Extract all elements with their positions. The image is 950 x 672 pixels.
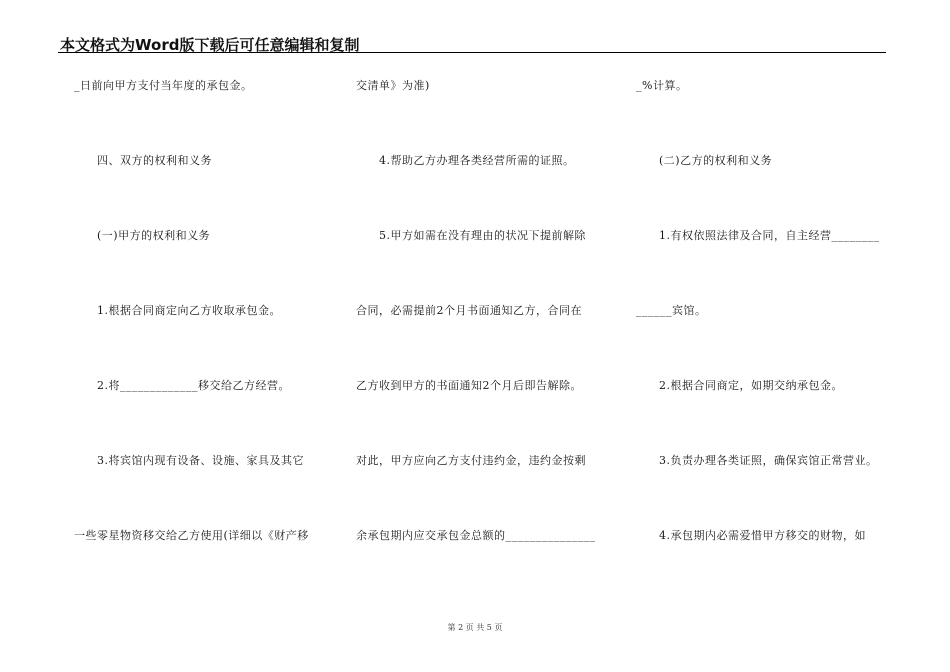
text-line: 1.根据合同商定向乙方收取承包金。 (74, 304, 281, 317)
text-line: 2.根据合同商定，如期交纳承包金。 (636, 379, 843, 392)
text-line: 3.负责办理各类证照，确保宾馆正常营业。 (636, 454, 878, 467)
document-header-title: 本文格式为Word版下载后可任意编辑和复制 (60, 36, 360, 54)
text-line: 5.甲方如需在没有理由的状况下提前解除 (356, 229, 586, 242)
header-rule (58, 52, 886, 53)
text-line: (一)甲方的权利和义务 (74, 229, 211, 242)
text-line: ______宾馆。 (636, 304, 707, 317)
text-line: 3.将宾馆内现有设备、设施、家具及其它 (74, 454, 304, 467)
text-line: _%计算。 (636, 79, 688, 92)
text-line: (二)乙方的权利和义务 (636, 154, 773, 167)
text-line: 乙方收到甲方的书面通知2个月后即告解除。 (356, 379, 582, 392)
page-number-footer: 第 2 页 共 5 页 (447, 623, 503, 632)
text-line: 2.将_____________移交给乙方经营。 (74, 379, 290, 392)
text-line: 4.承包期内必需爱惜甲方移交的财物，如 (636, 529, 866, 542)
text-line: 交清单》为准) (356, 79, 430, 92)
text-line: 余承包期内应交承包金总额的_______________ (356, 529, 596, 542)
text-line: 1.有权依照法律及合同，自主经营________ (636, 229, 880, 242)
text-line: 4.帮助乙方办理各类经营所需的证照。 (356, 154, 575, 167)
text-line: _日前向甲方支付当年度的承包金。 (74, 79, 253, 92)
text-line: 一些零星物资移交给乙方使用(详细以《财产移 (74, 529, 309, 542)
text-line: 四、双方的权利和义务 (74, 154, 212, 167)
text-line: 对此，甲方应向乙方支付违约金，违约金按剩 (356, 454, 586, 467)
text-line: 合同，必需提前2个月书面通知乙方，合同在 (356, 304, 582, 317)
